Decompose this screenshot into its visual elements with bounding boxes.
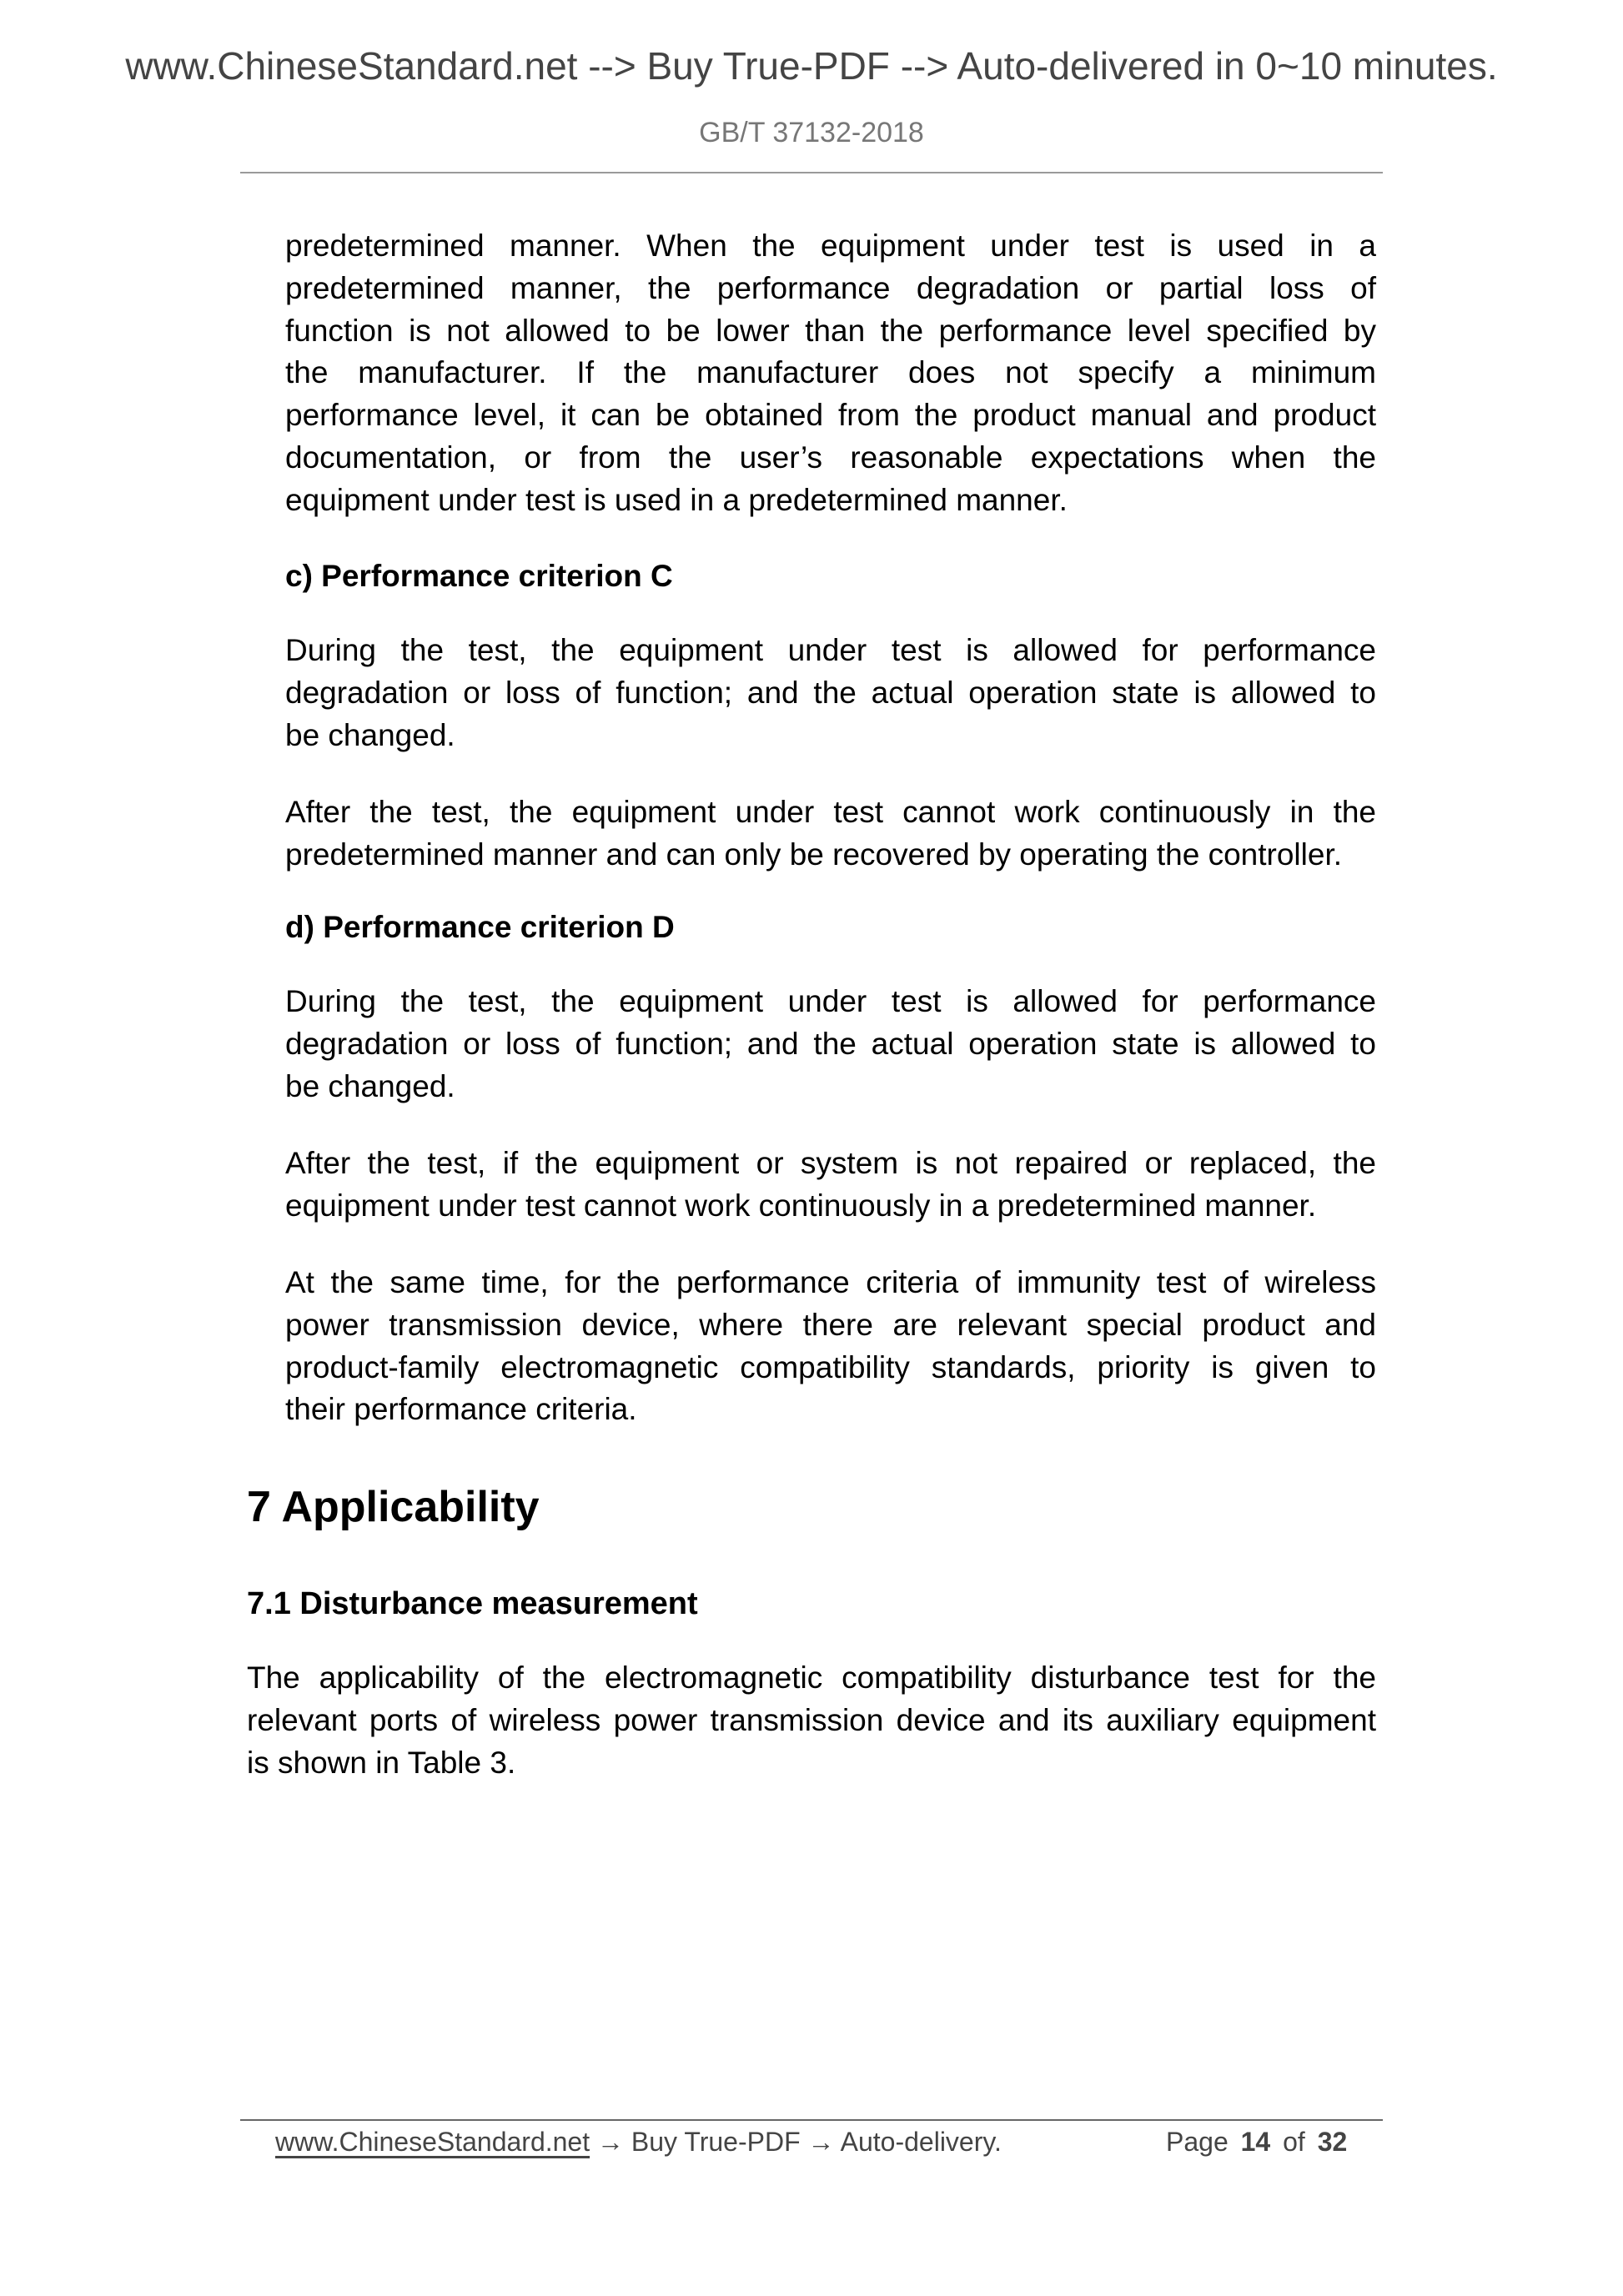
section-7-heading: 7 Applicability xyxy=(247,1483,540,1531)
text-line: After the test, the equipment under test cannot work continuously in the xyxy=(285,795,1376,829)
text-line: equipment under test is used in a predetermined manner. xyxy=(285,482,1068,517)
text-line: At the same time, for the performance criteria of immunity test of wireless xyxy=(285,1265,1376,1299)
text-line: power transmission device, where there are relevant special product and xyxy=(285,1307,1376,1342)
paragraph-intro xyxy=(285,225,1376,522)
text-line: be changed. xyxy=(285,717,455,752)
arrow-right-icon: → xyxy=(807,2127,835,2157)
criterion-c-paragraph-during xyxy=(285,630,1376,756)
footer-auto-text: Auto-delivery. xyxy=(840,2127,1002,2157)
text-line: During the test, the equipment under test is allowed for performance xyxy=(285,633,1376,667)
text-line: degradation or loss of function; and the actual operation state is allowed to xyxy=(285,675,1376,710)
criterion-c-paragraph-after xyxy=(285,791,1386,877)
text-line: product-family electromagnetic compatibility standards, priority is given to xyxy=(285,1349,1376,1384)
text-line: relevant ports of wireless power transmission device and its auxiliary equipment xyxy=(247,1702,1376,1737)
top-banner: www.ChineseStandard.net --> Buy True-PDF --> Auto-delivered in 0~10 minutes. xyxy=(125,44,1498,88)
footer-promo xyxy=(275,2126,1002,2158)
text-line: After the test, if the equipment or system is not repaired or replaced, the xyxy=(285,1146,1376,1180)
section-7-1-heading: 7.1 Disturbance measurement xyxy=(247,1586,698,1621)
footer-buy-text: Buy True-PDF xyxy=(631,2127,801,2157)
criterion-d-paragraph-after xyxy=(285,1143,1376,1228)
page-current: 14 xyxy=(1240,2127,1271,2157)
section-7-1-paragraph xyxy=(247,1657,1376,1784)
text-line: documentation, or from the user’s reasonable expectations when the xyxy=(285,440,1376,475)
text-line: equipment under test cannot work continuously in a predetermined manner. xyxy=(285,1188,1317,1223)
page-label: Page xyxy=(1166,2127,1229,2157)
text-line: predetermined manner, the performance degradation or partial loss of xyxy=(285,270,1376,305)
criterion-d-heading: d) Performance criterion D xyxy=(285,910,675,944)
footer-site-link[interactable]: www.ChineseStandard.net xyxy=(275,2127,590,2157)
page-indicator xyxy=(1166,2126,1347,2158)
text-line: be changed. xyxy=(285,1068,455,1103)
header-divider xyxy=(240,172,1383,173)
of-label: of xyxy=(1283,2127,1305,2157)
footer-divider xyxy=(240,2119,1383,2121)
text-line: The applicability of the electromagnetic compatibility disturbance test for the xyxy=(247,1660,1376,1695)
document-code: GB/T 37132-2018 xyxy=(699,117,924,148)
text-line: predetermined manner. When the equipment under test is used in a xyxy=(285,229,1376,263)
text-line: During the test, the equipment under test is allowed for performance xyxy=(285,984,1376,1018)
text-line: the manufacturer. If the manufacturer does not specify a minimum xyxy=(285,355,1376,390)
paragraph-priority xyxy=(285,1262,1376,1431)
text-line: is shown in Table 3. xyxy=(247,1745,516,1780)
text-line: their performance criteria. xyxy=(285,1392,637,1427)
text-line: function is not allowed to be lower than the performance level specified by xyxy=(285,313,1376,348)
criterion-d-paragraph-during xyxy=(285,981,1376,1108)
text-line: degradation or loss of function; and the actual operation state is allowed to xyxy=(285,1026,1376,1061)
arrow-right-icon: → xyxy=(597,2127,624,2157)
page-total: 32 xyxy=(1317,2127,1348,2157)
text-line: predetermined manner and can only be recovered by operating the controller. xyxy=(285,837,1342,872)
criterion-c-heading: c) Performance criterion C xyxy=(285,559,673,593)
text-line: performance level, it can be obtained from the product manual and product xyxy=(285,398,1376,433)
